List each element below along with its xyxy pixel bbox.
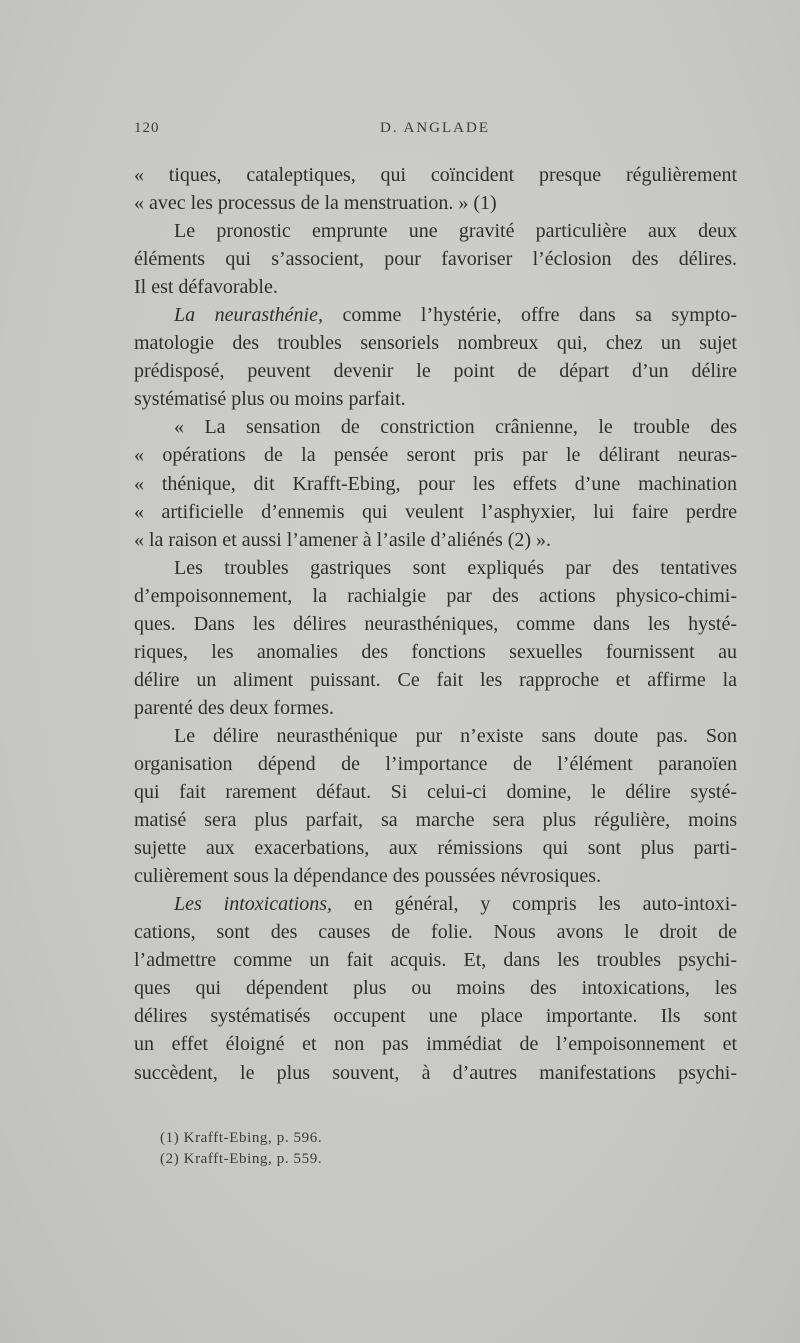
page-header xyxy=(134,120,734,142)
page-number: 120 xyxy=(134,120,160,136)
text-line: « tiques, cataleptiques, qui coïncident presque régulièrement xyxy=(134,164,737,186)
text-line: délires systématisés occupent une place importante. Ils sont xyxy=(134,1005,737,1028)
text-line: « opérations de la pensée seront pris par le délirant neuras- xyxy=(134,444,737,467)
text-line: parenté des deux formes. xyxy=(134,696,334,719)
body-text xyxy=(134,161,737,1087)
text-line: La neurasthénie, comme l’hystérie, offre dans sa sympto- xyxy=(174,304,737,327)
text-line: « artificielle d’ennemis qui veulent l’asphyxier, lui faire perdre xyxy=(134,500,737,523)
text-line: « La sensation de constriction crânienne, le trouble des xyxy=(174,416,737,439)
text-line: matologie des troubles sensoriels nombreux qui, chez un sujet xyxy=(134,332,737,355)
text-line: prédisposé, peuvent devenir le point de départ d’un délire xyxy=(134,360,737,383)
text-line: « la raison et aussi l’amener à l’asile d’aliénés (2) ». xyxy=(134,528,552,551)
footnote-2: (2) Krafft-Ebing, p. 559. xyxy=(160,1151,323,1167)
text-line: organisation dépend de l’importance de l’élément paranoïen xyxy=(134,752,737,775)
text-line: « thénique, dit Krafft-Ebing, pour les effets d’une machination xyxy=(134,472,737,495)
text-line: délire un aliment puissant. Ce fait les rapproche et affirme la xyxy=(134,668,737,691)
text-line: systématisé plus ou moins parfait. xyxy=(134,388,406,411)
text-line: qui fait rarement défaut. Si celui-ci domine, le délire systé- xyxy=(134,781,737,804)
text-line: culièrement sous la dépendance des poussées névrosiques. xyxy=(134,865,602,888)
text-line: Le délire neurasthénique pur n’existe sans doute pas. Son xyxy=(174,724,737,747)
text-line: Les intoxications, en général, y compris les auto-intoxi- xyxy=(174,893,737,916)
text-line: sujette aux exacerbations, aux rémissions qui sont plus parti- xyxy=(134,837,737,860)
text-line: l’admettre comme un fait acquis. Et, dans les troubles psychi- xyxy=(134,949,737,972)
text-line: Il est défavorable. xyxy=(134,276,278,299)
text-line: succèdent, le plus souvent, à d’autres manifestations psychi- xyxy=(134,1061,737,1084)
text-line: cations, sont des causes de folie. Nous avons le droit de xyxy=(134,921,737,944)
text-line: éléments qui s’associent, pour favoriser l’éclosion des délires. xyxy=(134,248,737,271)
footnotes xyxy=(160,1128,560,1170)
text-line: Le pronostic emprunte une gravité particulière aux deux xyxy=(174,220,737,243)
text-line: riques, les anomalies des fonctions sexuelles fournissent au xyxy=(134,640,737,663)
text-line: ques qui dépendent plus ou moins des intoxications, les xyxy=(134,977,737,1000)
footnote-1: (1) Krafft-Ebing, p. 596. xyxy=(160,1130,323,1146)
text-line: d’empoisonnement, la rachialgie par des actions physico-chimi- xyxy=(134,584,737,607)
text-line: un effet éloigné et non pas immédiat de l’empoisonnement et xyxy=(134,1033,737,1056)
text-line: Les troubles gastriques sont expliqués par des tentatives xyxy=(174,556,737,579)
text-line: ques. Dans les délires neurasthéniques, comme dans les hysté- xyxy=(134,612,737,635)
text-line: matisé sera plus parfait, sa marche sera plus régulière, moins xyxy=(134,809,737,832)
running-title: D. ANGLADE xyxy=(380,120,490,136)
text-line: « avec les processus de la menstruation. » (1) xyxy=(134,192,497,215)
